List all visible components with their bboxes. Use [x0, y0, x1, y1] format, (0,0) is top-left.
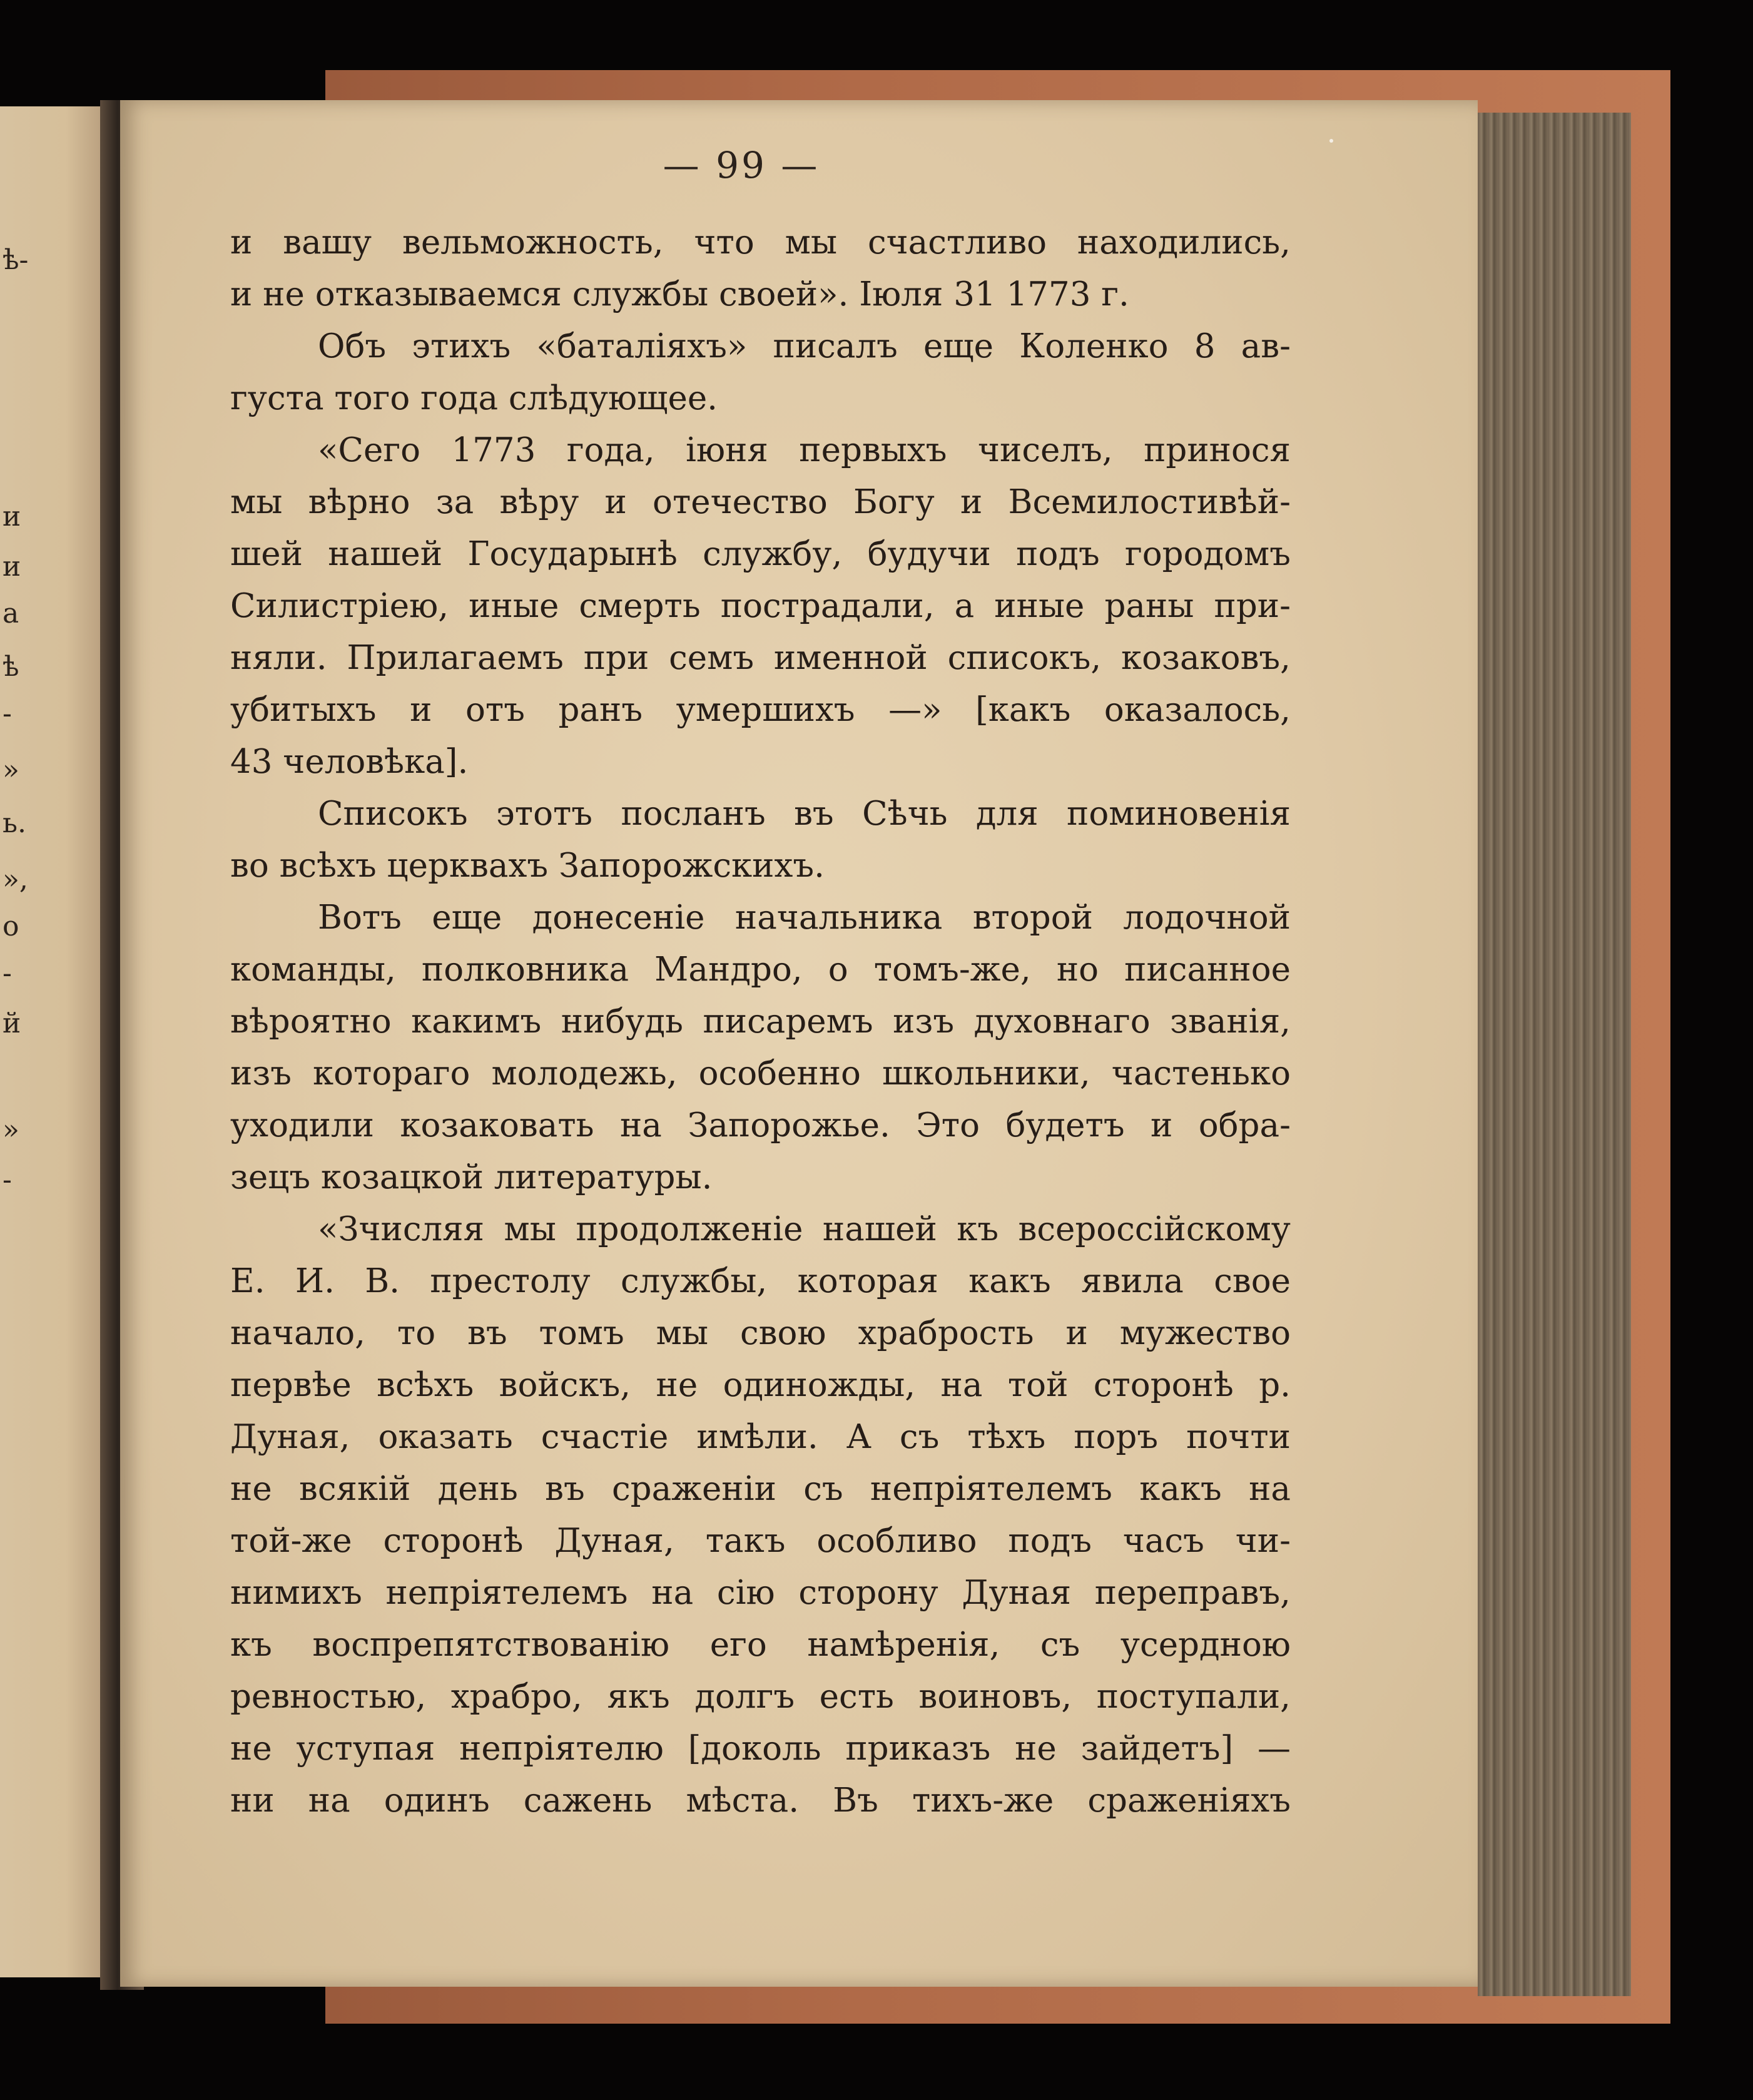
- text-line: убитыхъ и отъ ранъ умершихъ —» [какъ оказалось,: [230, 691, 1291, 729]
- text-line: уходили козаковать на Запорожье. Это будетъ и обра-: [230, 1106, 1291, 1144]
- left-page-fragment: ѣ: [3, 651, 19, 683]
- left-page-fragment: й: [3, 1007, 21, 1039]
- left-page-fragment: ь.: [3, 807, 26, 839]
- left-page-fragment: ѣ-: [3, 244, 29, 276]
- left-page-fragment: »,: [3, 864, 28, 895]
- text-line: той-же сторонѣ Дуная, такъ особливо подъ часъ чи-: [230, 1522, 1291, 1560]
- text-line: шей нашей Государынѣ службу, будучи подъ городомъ: [230, 535, 1291, 573]
- text-line: ни на одинъ сажень мѣста. Въ тихъ-же сраженіяхъ: [230, 1781, 1291, 1820]
- page-edges: [1478, 113, 1631, 1996]
- text-line: мы вѣрно за вѣру и отечество Богу и Всемилостивѣй-: [230, 483, 1291, 521]
- left-page-fragment: »: [3, 754, 19, 786]
- text-line: Е. И. В. престолу службы, которая какъ явила свое: [230, 1262, 1291, 1300]
- left-page-text-fragments: [0, 106, 109, 1977]
- text-line: къ воспрепятствованію его намѣренія, съ усердною: [230, 1626, 1291, 1664]
- text-line: команды, полковника Мандро, о томъ-же, но писанное: [230, 951, 1291, 989]
- text-line: 43 человѣка].: [230, 743, 469, 781]
- paper-speck: [1329, 139, 1333, 143]
- page-body-text: [230, 217, 1291, 1827]
- text-line: первѣе всѣхъ войскъ, не одиножды, на той сторонѣ р.: [230, 1366, 1291, 1404]
- text-line: не уступая непріятелю [доколь приказъ не зайдетъ] —: [230, 1730, 1291, 1768]
- text-line: и вашу вельможность, что мы счастливо находились,: [230, 223, 1291, 262]
- text-line: Силистріею, иные смерть пострадали, а иные раны при-: [230, 587, 1291, 625]
- text-line: густа того года слѣдующее.: [230, 379, 718, 417]
- left-page-fragment: и: [3, 501, 21, 533]
- left-page-fragment: а: [3, 598, 19, 629]
- text-line: Вотъ еще донесеніе начальника второй лодочной: [318, 899, 1291, 937]
- page-number: — 99 —: [663, 144, 820, 186]
- left-facing-page: [0, 106, 109, 1977]
- left-page-fragment: о: [3, 910, 19, 942]
- text-line: вѣроятно какимъ нибудь писаремъ изъ духовнаго званія,: [230, 1002, 1291, 1041]
- text-line: Списокъ этотъ посланъ въ Сѣчь для поминовенія: [318, 795, 1291, 833]
- text-line: начало, то въ томъ мы свою храбрость и мужество: [230, 1314, 1291, 1352]
- text-line: изъ котораго молодежь, особенно школьники, частенько: [230, 1054, 1291, 1093]
- left-page-fragment: -: [3, 957, 12, 989]
- text-line: и не отказываемся службы своей». Іюля 31 1773 г.: [230, 275, 1129, 313]
- text-line: зецъ козацкой литературы.: [230, 1158, 713, 1196]
- left-page-fragment: -: [3, 698, 12, 730]
- text-line: няли. Прилагаемъ при семъ именной списокъ, козаковъ,: [230, 639, 1291, 677]
- text-line: «Сего 1773 года, іюня первыхъ чиселъ, принося: [318, 431, 1291, 469]
- text-line: нимихъ непріятелемъ на сію сторону Дуная переправъ,: [230, 1574, 1291, 1612]
- left-page-fragment: -: [3, 1164, 12, 1196]
- text-line: во всѣхъ церквахъ Запорожскихъ.: [230, 847, 825, 885]
- left-page-fragment: и: [3, 551, 21, 583]
- text-line: «Зчисляя мы продолженіе нашей къ всероссійскому: [318, 1210, 1291, 1248]
- text-line: не всякій день въ сраженіи съ непріятелемъ какъ на: [230, 1470, 1291, 1508]
- left-page-fragment: »: [3, 1114, 19, 1146]
- text-line: Объ этихъ «баталіяхъ» писалъ еще Коленко 8 ав-: [318, 327, 1291, 365]
- text-line: Дуная, оказать счастіе имѣли. А съ тѣхъ поръ почти: [230, 1418, 1291, 1456]
- text-line: ревностью, храбро, якъ долгъ есть воиновъ, поступали,: [230, 1678, 1291, 1716]
